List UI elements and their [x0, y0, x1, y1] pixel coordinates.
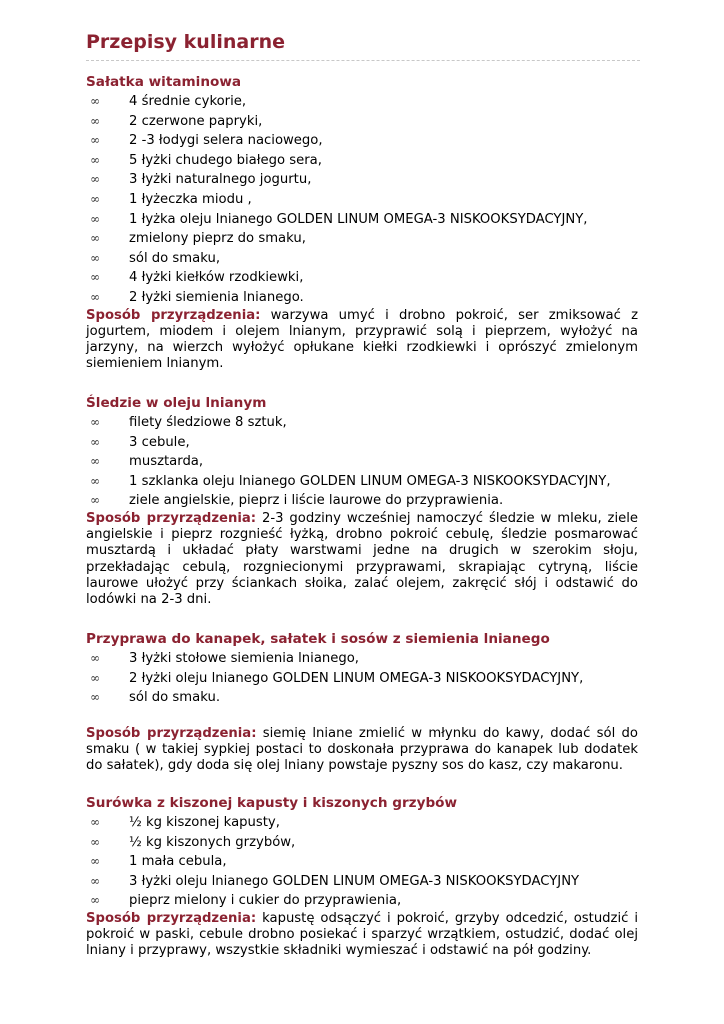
ingredient-text: 2 czerwone papryki,: [129, 113, 263, 129]
ingredient-text: filety śledziowe 8 sztuk,: [129, 415, 287, 430]
ingredient-text: 4 łyżki kiełków rzodkiewki,: [129, 270, 304, 286]
ingredient-item: [86, 131, 642, 151]
ingredient-item: [86, 268, 642, 288]
preparation-paragraph: [86, 308, 638, 373]
ingredient-item: [86, 472, 642, 492]
ingredient-text: pieprz mielony i cukier do przyprawienia,: [129, 893, 402, 909]
infinity-bullet-icon: ∞: [90, 172, 100, 187]
preparation-text: 2-3 godziny wcześniej namoczyć śledzie w mleku, ziele angielskie i pieprz rozgnieść łyżką, drobno pokroić cebulę, śledzie posmarować musztardą i układać płaty warstwami jedne na drugich w szerokim słoju, przekładając cebulą, rozgniecionymi przyprawami, skrapiając cytryną, liście laurowe ułożyć przy ściankach słoika, zalać olejem, zakręcić słój i odstawić do lodówki na 2-3 dni.: [86, 510, 639, 607]
ingredient-text: 2 -3 łodygi selera naciowego,: [129, 133, 323, 149]
preparation-text: kapustę odsączyć i pokroić, grzyby odcedzić, ostudzić i pokroić w paski, cebule drobno posiekać i sparzyć wrzątkiem, ostudzić, dodać olej lniany i przyprawy, wszystkie składniki wymieszać i odstawić na pół godziny.: [86, 910, 639, 959]
infinity-bullet-icon: ∞: [90, 473, 100, 488]
ingredient-item: [86, 151, 642, 171]
recipe-title: Przyprawa do kanapek, sałatek i sosów z siemienia lnianego: [86, 631, 550, 647]
preparation-label: Sposób przyrządzenia:: [86, 725, 257, 741]
ingredient-item: [86, 190, 642, 210]
infinity-bullet-icon: ∞: [90, 873, 100, 888]
ingredient-text: sól do smaku.: [129, 690, 221, 706]
ingredient-item: [86, 649, 642, 669]
ingredient-text: 5 łyżki chudego białego sera,: [129, 152, 322, 168]
recipe-przyprawa-z-siemienia: [86, 629, 642, 774]
recipe-surowka-z-kapusty: [86, 793, 642, 960]
ingredient-item: [86, 92, 642, 112]
ingredient-item: [86, 413, 642, 433]
recipe-title: Sałatka witaminowa: [86, 74, 242, 90]
infinity-bullet-icon: ∞: [90, 651, 100, 665]
ingredient-list: [86, 413, 642, 511]
infinity-bullet-icon: ∞: [90, 270, 100, 285]
infinity-bullet-icon: ∞: [90, 113, 100, 128]
ingredient-text: 4 średnie cykorie,: [129, 94, 247, 109]
ingredient-item: [86, 288, 642, 308]
infinity-bullet-icon: ∞: [90, 415, 100, 429]
ingredient-item: [86, 170, 642, 190]
infinity-bullet-icon: ∞: [90, 94, 100, 108]
infinity-bullet-icon: ∞: [90, 211, 100, 226]
recipe-title: Surówka z kiszonej kapusty i kiszonych grzybów: [86, 795, 458, 811]
ingredient-item: [86, 249, 642, 269]
ingredient-item: [86, 491, 642, 511]
ingredient-text: 3 cebule,: [129, 434, 190, 450]
preparation-text: siemię lniane zmielić w młynku do kawy, dodać sól do smaku ( w takiej sypkiej postaci to doskonała przyprawa do kanapek lub dodatek do sałatek), gdy doda się olej lniany powstaje pyszny sos do kasz, czy makaronu.: [86, 725, 638, 774]
ingredient-item: [86, 813, 642, 833]
ingredient-item: [86, 669, 642, 689]
preparation-paragraph: [86, 726, 638, 775]
ingredient-text: 3 łyżki naturalnego jogurtu,: [129, 172, 312, 188]
spacer: [86, 708, 642, 726]
ingredient-text: ½ kg kiszonych grzybów,: [129, 834, 296, 850]
ingredient-text: 1 łyżka oleju lnianego GOLDEN LINUM OMEGA-3 NISKOOKSYDACYJNY,: [129, 211, 588, 227]
ingredient-text: 3 łyżki oleju lnianego GOLDEN LINUM OMEGA-3 NISKOOKSYDACYJNY: [129, 873, 580, 889]
preparation-label: Sposób przyrządzenia:: [86, 307, 261, 323]
infinity-bullet-icon: ∞: [90, 191, 100, 206]
ingredient-item: [86, 891, 642, 911]
infinity-bullet-icon: ∞: [90, 231, 100, 246]
infinity-bullet-icon: ∞: [90, 250, 100, 265]
infinity-bullet-icon: ∞: [90, 133, 100, 148]
ingredient-text: 1 mała cebula,: [129, 854, 227, 870]
ingredient-item: [86, 229, 642, 249]
infinity-bullet-icon: ∞: [90, 815, 100, 829]
ingredient-text: 2 łyżki oleju lnianego GOLDEN LINUM OMEGA-3 NISKOOKSYDACYJNY,: [129, 670, 584, 686]
title-divider: [86, 60, 640, 61]
page-title: Przepisy kulinarne: [86, 31, 285, 53]
ingredient-list: [86, 813, 642, 911]
ingredient-text: 1 łyżeczka miodu ,: [129, 191, 252, 207]
preparation-text: warzywa umyć i drobno pokroić, ser zmiksować z jogurtem, miodem i olejem lnianym, przyprawić solą i pieprzem, wyłożyć na jarzyny, na wierzch wyłożyć opłukane kiełki rzodkiewki i oprószyć zmielonym siemieniem lnianym.: [86, 307, 639, 372]
ingredient-item: [86, 112, 642, 132]
infinity-bullet-icon: ∞: [90, 854, 100, 869]
ingredient-item: [86, 852, 642, 872]
ingredient-text: zmielony pieprz do smaku,: [129, 231, 306, 247]
ingredient-list: [86, 649, 642, 708]
infinity-bullet-icon: ∞: [90, 670, 100, 685]
infinity-bullet-icon: ∞: [90, 493, 100, 508]
ingredient-item: [86, 688, 642, 708]
ingredient-text: sól do smaku,: [129, 250, 221, 266]
infinity-bullet-icon: ∞: [90, 434, 100, 449]
ingredient-text: 3 łyżki stołowe siemienia lnianego,: [129, 651, 360, 666]
preparation-label: Sposób przyrządzenia:: [86, 910, 257, 926]
ingredient-item: [86, 210, 642, 230]
infinity-bullet-icon: ∞: [90, 690, 100, 705]
infinity-bullet-icon: ∞: [90, 454, 100, 469]
ingredient-list: [86, 92, 642, 308]
ingredient-text: ziele angielskie, pieprz i liście laurowe do przyprawienia.: [129, 493, 504, 509]
ingredient-item: [86, 872, 642, 892]
ingredient-text: ½ kg kiszonej kapusty,: [129, 815, 280, 830]
recipe-title: Śledzie w oleju lnianym: [86, 395, 267, 411]
preparation-paragraph: [86, 511, 638, 608]
infinity-bullet-icon: ∞: [90, 289, 100, 304]
ingredient-item: [86, 452, 642, 472]
ingredient-text: 1 szklanka oleju lnianego GOLDEN LINUM OMEGA-3 NISKOOKSYDACYJNY,: [129, 473, 611, 489]
ingredient-text: 2 łyżki siemienia lnianego.: [129, 289, 304, 305]
ingredient-item: [86, 833, 642, 853]
infinity-bullet-icon: ∞: [90, 152, 100, 167]
ingredient-item: [86, 433, 642, 453]
infinity-bullet-icon: ∞: [90, 893, 100, 908]
infinity-bullet-icon: ∞: [90, 834, 100, 849]
ingredient-text: musztarda,: [129, 454, 204, 470]
recipe-salatka-witaminowa: [86, 72, 642, 372]
preparation-label: Sposób przyrządzenia:: [86, 510, 257, 526]
recipe-sledzie-w-oleju: [86, 393, 642, 608]
preparation-paragraph: [86, 911, 638, 960]
